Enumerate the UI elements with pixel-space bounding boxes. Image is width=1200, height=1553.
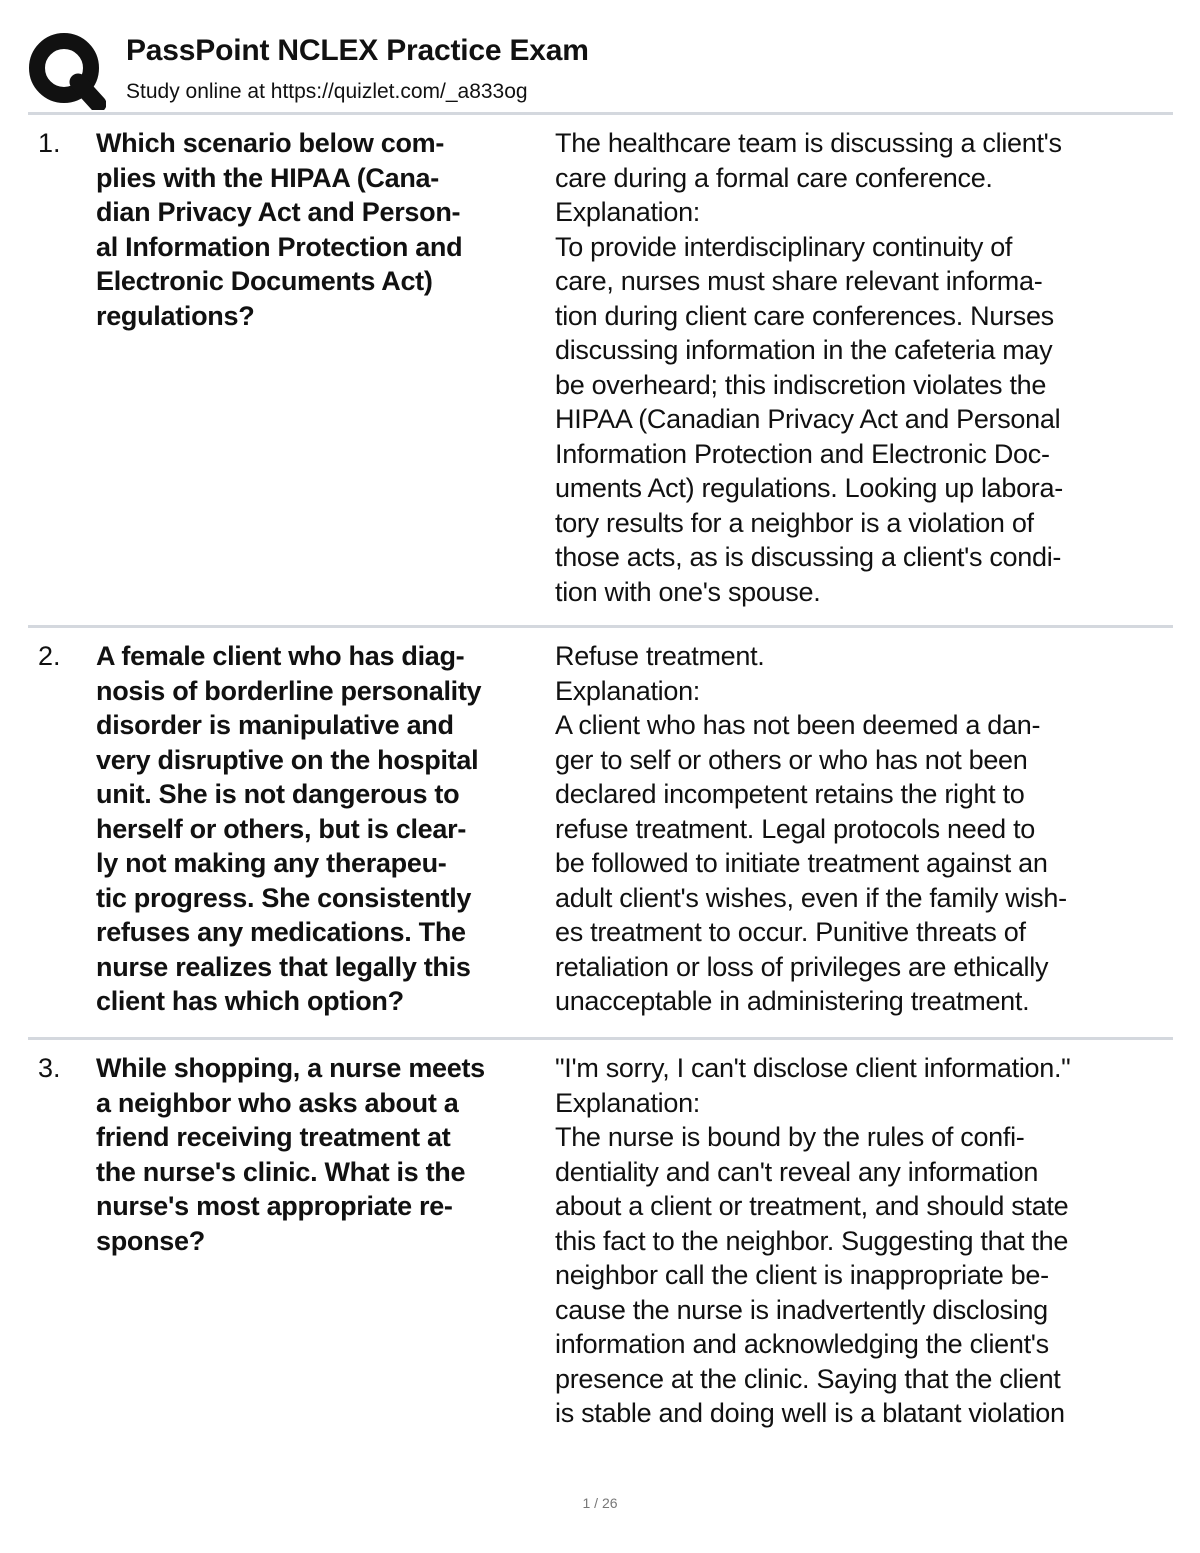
card-definition: "I'm sorry, I can't disclose client information." Explanation: The nurse is bound by the rules of confi- dentiality and can't reveal any information about a client or treatment, and should state this fact to the neighbor. Suggesting that the neighbor call the client is inappropriate be- cause the nurse is inadvertently disclosing information and acknowledging the client's presence at the clinic. Saying that the client is stable and doing well is a blatant violation <box>555 1053 1071 1428</box>
card-3 <box>28 1051 1173 1451</box>
divider <box>28 112 1173 115</box>
card-2 <box>28 639 1173 1029</box>
card-number: 2. <box>38 641 61 671</box>
study-link[interactable]: Study online at https://quizlet.com/_a833og <box>126 80 528 103</box>
divider <box>28 1037 1173 1040</box>
quizlet-q-logo-icon <box>28 32 106 110</box>
page-header <box>28 30 1178 110</box>
card-term: While shopping, a nurse meets a neighbor who asks about a friend receiving treatment at the nurse's clinic. What is the nurse's most appropriate re- sponse? <box>96 1053 485 1256</box>
card-term: A female client who has diag- nosis of borderline personality disorder is manipulative and very disruptive on the hospital unit. She is not dangerous to herself or others, but is clear- ly not making any therapeu- tic progress. She consistently refuses any medications. The nurse realizes that legally this client has which option? <box>96 641 482 1016</box>
card-term: Which scenario below com- plies with the HIPAA (Cana- dian Privacy Act and Person- al Information Protection and Electronic Documents Act) regulations? <box>96 128 463 331</box>
card-definition: Refuse treatment. Explanation: A client who has not been deemed a dan- ger to self or others or who has not been declared incompetent retains the right to refuse treatment. Legal protocols need to be followed to initiate treatment against an adult client's wishes, even if the family wish- es treatment to occur. Punitive threats of retaliation or loss of privileges are ethically unacceptable in administering treatment. <box>555 641 1067 1016</box>
card-definition: The healthcare team is discussing a client's care during a formal care conference. Explanation: To provide interdisciplinary continuity of care, nurses must share relevant informa- tion during client care conferences. Nurses discussing information in the cafeteria may be overheard; this indiscretion violates the HIPAA (Canadian Privacy Act and Personal Information Protection and Electronic Doc- uments Act) regulations. Looking up labora- tory results for a neighbor is a violation of those acts, as is discussing a client's condi- tion with one's spouse. <box>555 128 1063 607</box>
card-1 <box>28 126 1173 616</box>
page-title: PassPoint NCLEX Practice Exam <box>126 34 589 67</box>
card-number: 1. <box>38 128 61 158</box>
card-number: 3. <box>38 1053 61 1083</box>
page-number: 1 / 26 <box>582 1495 618 1511</box>
divider <box>28 625 1173 628</box>
